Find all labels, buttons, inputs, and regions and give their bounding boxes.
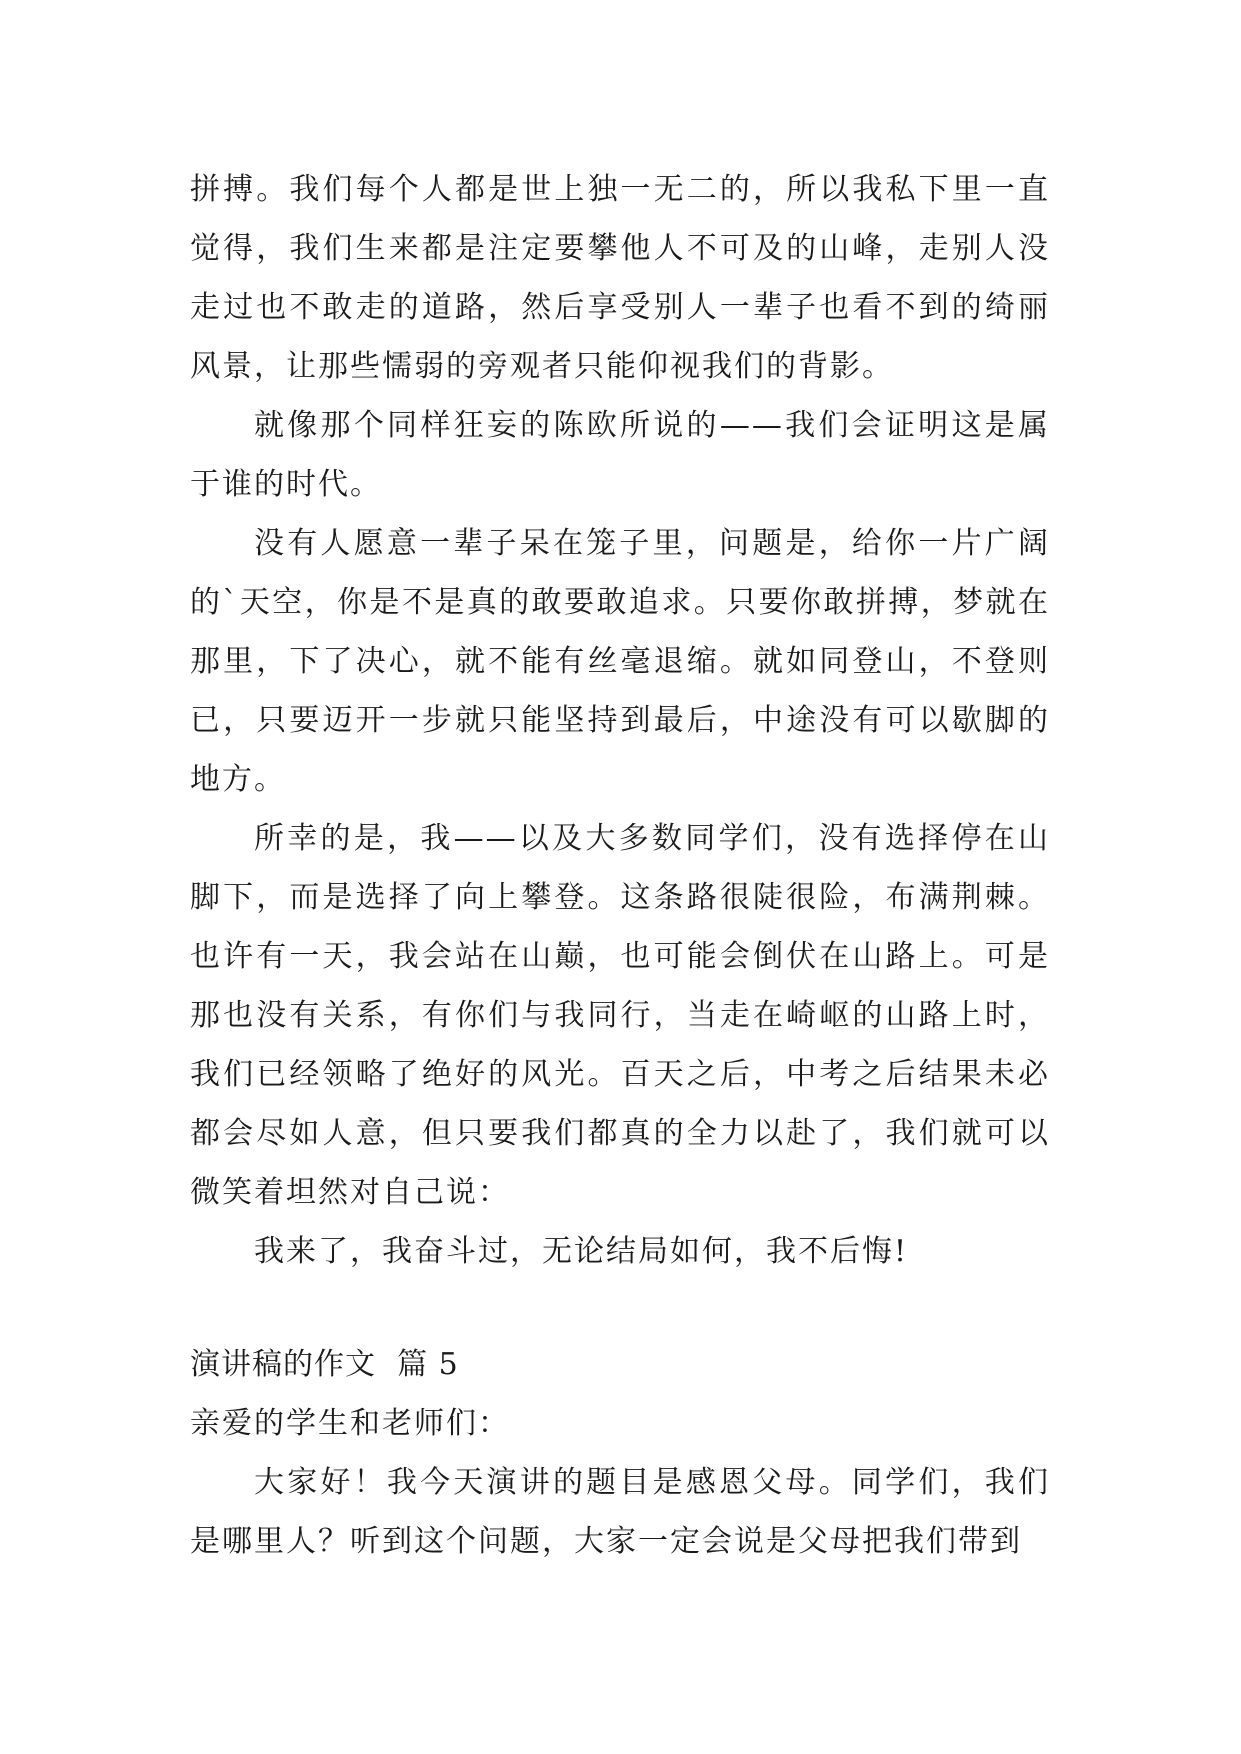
paragraph-speech-opening: 大家好！我今天演讲的题目是感恩父母。同学们，我们是哪里人？听到这个问题，大家一定会说是父母把我们带到 (190, 1465, 1050, 1559)
salutation: 亲爱的学生和老师们： (190, 1406, 510, 1441)
paragraph-chen-ou-quote: 就像那个同样狂妄的陈欧所说的——我们会证明这是属于谁的时代。 (190, 408, 1050, 502)
paragraph-climbing: 所幸的是，我——以及大多数同学们，没有选择停在山脚下，而是选择了向上攀登。这条路很陡很险，布满荆棘。也许有一天，我会站在山巅，也可能会倒伏在山路上。可是那也没有关系，有你们与我同行，当走在崎岖的山路上时，我们已经领略了绝好的风光。百天之后，中考之后结果未必都会尽如人意，但只要我们都真的全力以赴了，我们就可以微笑着坦然对自己说： (190, 821, 1050, 1210)
paragraph-no-regret: 我来了，我奋斗过，无论结局如何，我不后悔! (254, 1234, 909, 1269)
section-spacer (190, 1281, 1050, 1335)
document-body (190, 160, 1050, 1571)
paragraph-cage-sky: 没有人愿意一辈子呆在笼子里，问题是，给你一片广阔的`天空，你是不是真的敢要敢追求。只要你敢拼搏，梦就在那里，下了决心，就不能有丝毫退缩。就如同登山，不登则已，只要迈开一步就只能坚持到最后，中途没有可以歇脚的地方。 (190, 526, 1050, 797)
paragraph-continuation: 拼搏。我们每个人都是世上独一无二的，所以我私下里一直觉得，我们生来都是注定要攀他人不可及的山峰，走别人没走过也不敢走的道路，然后享受别人一辈子也看不到的绮丽风景，让那些懦弱的旁观者只能仰视我们的背影。 (190, 172, 1050, 384)
section-title: 演讲稿的作文 篇 5 (190, 1347, 459, 1382)
